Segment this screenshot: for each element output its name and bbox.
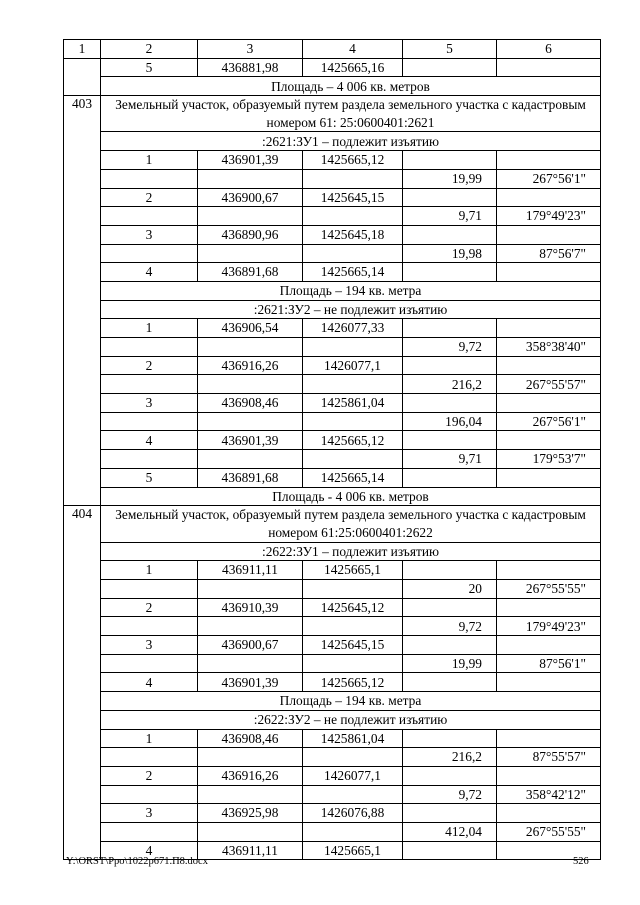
- point-row: [64, 431, 601, 450]
- column-header: 6: [497, 40, 601, 59]
- subparcel-title: :2621:ЗУ1 – подлежит изъятию: [101, 132, 601, 151]
- segment-row: [64, 822, 601, 841]
- coordinate-x: 436910,39: [198, 598, 303, 617]
- coordinate-x: 436901,39: [198, 673, 303, 692]
- subparcel-title: :2622:ЗУ1 – подлежит изъятию: [101, 542, 601, 561]
- parcel-number-cell: [64, 58, 101, 95]
- coordinate-y: 1425861,04: [303, 729, 403, 748]
- point-row: [64, 58, 601, 77]
- file-path: Y:\ORST\Ppo\1022p671.П8.docx: [66, 856, 208, 867]
- coordinate-x: 436890,96: [198, 225, 303, 244]
- point-number: 3: [101, 804, 198, 823]
- segment-row: [64, 450, 601, 469]
- header-row: [64, 40, 601, 59]
- segment-length: 20: [403, 580, 497, 599]
- coordinate-x: 436901,39: [198, 151, 303, 170]
- coordinate-x: 436900,67: [198, 188, 303, 207]
- segment-angle: 267°56'1": [497, 169, 601, 188]
- segment-length: 216,2: [403, 375, 497, 394]
- coordinate-x: 436906,54: [198, 319, 303, 338]
- area-row: [64, 77, 601, 96]
- segment-row: [64, 375, 601, 394]
- point-number: 2: [101, 766, 198, 785]
- segment-angle: 87°56'1": [497, 654, 601, 673]
- point-number: 4: [101, 841, 198, 860]
- segment-length: 196,04: [403, 412, 497, 431]
- segment-length: 9,72: [403, 617, 497, 636]
- segment-angle: 358°42'12": [497, 785, 601, 804]
- parcel-number: 403: [64, 96, 101, 506]
- coordinate-y: 1425665,14: [303, 468, 403, 487]
- segment-angle: 358°38'40": [497, 338, 601, 357]
- subparcel-row: [64, 300, 601, 319]
- column-header: 5: [403, 40, 497, 59]
- point-row: [64, 356, 601, 375]
- coordinate-y: 1426077,33: [303, 319, 403, 338]
- point-number: 4: [101, 263, 198, 282]
- point-number: 4: [101, 431, 198, 450]
- coordinate-y: 1425665,14: [303, 263, 403, 282]
- point-number: 2: [101, 188, 198, 207]
- segment-angle: 179°49'23": [497, 617, 601, 636]
- point-number: 3: [101, 394, 198, 413]
- coordinate-x: 436911,11: [198, 841, 303, 860]
- subparcel-row: [64, 132, 601, 151]
- point-row: [64, 188, 601, 207]
- area-row: [64, 281, 601, 300]
- segment-length: 216,2: [403, 748, 497, 767]
- subparcel-row: [64, 542, 601, 561]
- segment-row: [64, 338, 601, 357]
- point-row: [64, 598, 601, 617]
- coordinate-x: 436891,68: [198, 468, 303, 487]
- coordinate-x: 436925,98: [198, 804, 303, 823]
- segment-length: 19,99: [403, 654, 497, 673]
- point-row: [64, 636, 601, 655]
- point-number: 5: [101, 468, 198, 487]
- segment-angle: 267°55'57": [497, 375, 601, 394]
- segment-length: 9,72: [403, 785, 497, 804]
- point-row: [64, 561, 601, 580]
- parcel-number: 404: [64, 506, 101, 860]
- coordinate-y: 1425645,15: [303, 188, 403, 207]
- coordinate-y: 1425665,1: [303, 841, 403, 860]
- coordinate-y: 1425665,12: [303, 673, 403, 692]
- area-text: Площадь – 194 кв. метра: [101, 692, 601, 711]
- point-number: 3: [101, 636, 198, 655]
- coordinate-y: 1425645,18: [303, 225, 403, 244]
- column-header: 4: [303, 40, 403, 59]
- point-number: 1: [101, 561, 198, 580]
- column-header: 3: [198, 40, 303, 59]
- segment-length: 9,72: [403, 338, 497, 357]
- coordinate-y: 1425665,12: [303, 431, 403, 450]
- point-row: [64, 673, 601, 692]
- coordinate-x: 436891,68: [198, 263, 303, 282]
- coordinate-x: 436900,67: [198, 636, 303, 655]
- coordinate-y: 1426077,1: [303, 766, 403, 785]
- segment-angle: 179°49'23": [497, 207, 601, 226]
- point-number: 1: [101, 319, 198, 338]
- coordinate-y: 1425861,04: [303, 394, 403, 413]
- segment-length: 9,71: [403, 207, 497, 226]
- coordinate-y: 1426076,88: [303, 804, 403, 823]
- coordinate-x: 436916,26: [198, 766, 303, 785]
- parcel-description: Земельный участок, образуемый путем раздела земельного участка с кадастровым номером 61:25:0600401:2622: [101, 506, 601, 542]
- point-row: [64, 468, 601, 487]
- point-number: 4: [101, 673, 198, 692]
- segment-row: [64, 244, 601, 263]
- column-header: 2: [101, 40, 198, 59]
- segment-angle: 267°55'55": [497, 580, 601, 599]
- coordinate-x: 436908,46: [198, 729, 303, 748]
- segment-row: [64, 207, 601, 226]
- point-number: 5: [101, 58, 198, 77]
- segment-row: [64, 580, 601, 599]
- point-number: 2: [101, 356, 198, 375]
- point-row: [64, 766, 601, 785]
- coordinate-x: 436881,98: [198, 58, 303, 77]
- point-row: [64, 225, 601, 244]
- coordinate-y: 1425645,15: [303, 636, 403, 655]
- segment-angle: 87°55'57": [497, 748, 601, 767]
- coordinate-x: 436901,39: [198, 431, 303, 450]
- coordinates-table: [63, 39, 601, 860]
- coordinate-x: 436916,26: [198, 356, 303, 375]
- segment-angle: 267°55'55": [497, 822, 601, 841]
- point-row: [64, 394, 601, 413]
- segment-row: [64, 654, 601, 673]
- subparcel-row: [64, 710, 601, 729]
- segment-length: 19,98: [403, 244, 497, 263]
- segment-row: [64, 617, 601, 636]
- parcel-description: Земельный участок, образуемый путем раздела земельного участка с кадастровым номером 61: 25:0600401:2621: [101, 96, 601, 132]
- point-row: [64, 263, 601, 282]
- segment-length: 9,71: [403, 450, 497, 469]
- page-number: 526: [573, 856, 589, 867]
- segment-angle: 87°56'7": [497, 244, 601, 263]
- point-row: [64, 729, 601, 748]
- segment-row: [64, 748, 601, 767]
- area-text: Площадь – 4 006 кв. метров: [101, 77, 601, 96]
- point-number: 3: [101, 225, 198, 244]
- point-row: [64, 319, 601, 338]
- area-row: [64, 487, 601, 506]
- point-number: 1: [101, 729, 198, 748]
- segment-row: [64, 412, 601, 431]
- segment-angle: 179°53'7": [497, 450, 601, 469]
- segment-length: 19,99: [403, 169, 497, 188]
- area-text: Площадь – 194 кв. метра: [101, 281, 601, 300]
- coordinate-y: 1426077,1: [303, 356, 403, 375]
- subparcel-title: :2622:ЗУ2 – не подлежит изъятию: [101, 710, 601, 729]
- point-row: [64, 804, 601, 823]
- coordinate-y: 1425665,1: [303, 561, 403, 580]
- segment-row: [64, 785, 601, 804]
- area-text: Площадь - 4 006 кв. метров: [101, 487, 601, 506]
- subparcel-title: :2621:ЗУ2 – не подлежит изъятию: [101, 300, 601, 319]
- point-number: 2: [101, 598, 198, 617]
- segment-angle: 267°56'1": [497, 412, 601, 431]
- coordinate-y: 1425665,12: [303, 151, 403, 170]
- segment-row: [64, 169, 601, 188]
- coordinate-y: 1425665,16: [303, 58, 403, 77]
- point-row: [64, 151, 601, 170]
- coordinate-x: 436908,46: [198, 394, 303, 413]
- column-header: 1: [64, 40, 101, 59]
- point-number: 1: [101, 151, 198, 170]
- segment-length: 412,04: [403, 822, 497, 841]
- coordinate-x: 436911,11: [198, 561, 303, 580]
- coordinate-y: 1425645,12: [303, 598, 403, 617]
- area-row: [64, 692, 601, 711]
